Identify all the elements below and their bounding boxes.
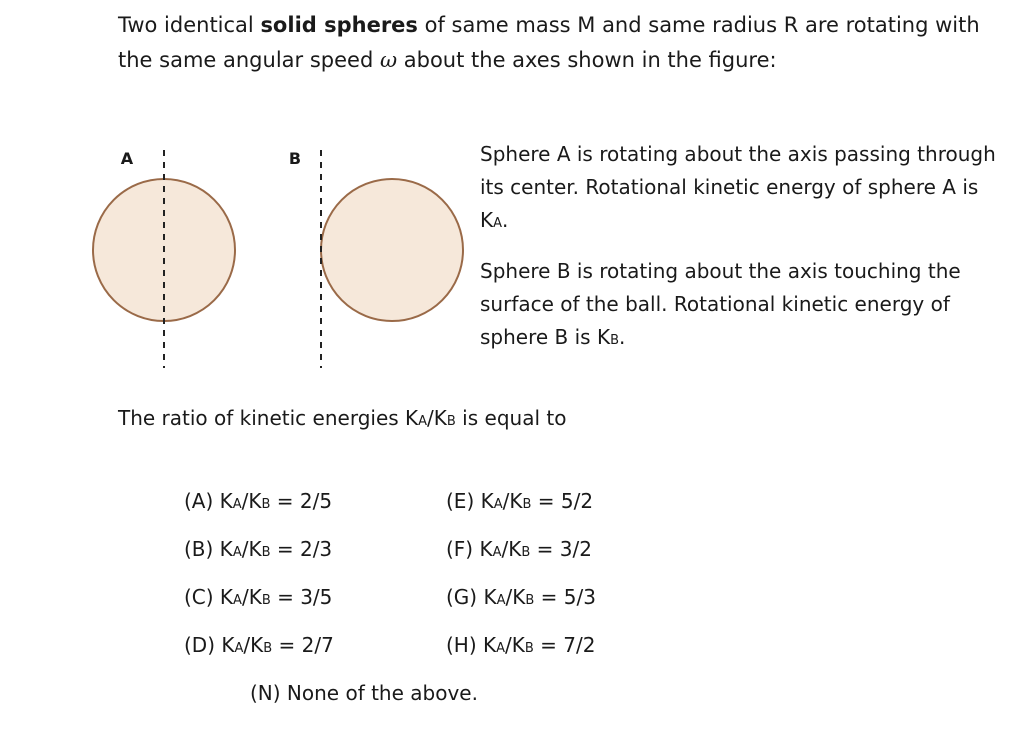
- option-f[interactable]: (F) KA/KB = 3/2: [446, 537, 592, 561]
- question-text: The ratio of kinetic energies KA/KB is equal to: [118, 406, 567, 430]
- sphere-b-label: B: [288, 149, 302, 168]
- problem-intro: [118, 8, 998, 78]
- sphere-a-description: Sphere A is rotating about the axis passing through its center. Rotational kinetic energy of sphere A is KA.: [480, 142, 996, 232]
- sphere-descriptions: [480, 138, 1000, 372]
- intro-bold-text: solid spheres: [260, 13, 418, 37]
- intro-text-2: of same mass M and same radius R are rotating with the same angular speed: [118, 13, 980, 72]
- sphere-a-label: A: [120, 149, 134, 168]
- spheres-figure: [80, 140, 480, 380]
- omega-symbol: ω: [379, 48, 398, 72]
- option-h[interactable]: (H) KA/KB = 7/2: [446, 633, 596, 657]
- option-c[interactable]: (C) KA/KB = 3/5: [184, 585, 333, 609]
- option-none[interactable]: (N) None of the above.: [250, 681, 478, 705]
- sphere-b-description: Sphere B is rotating about the axis touching the surface of the ball. Rotational kinetic energy of sphere B is KB.: [480, 259, 961, 349]
- intro-text-1: Two identical: [118, 13, 261, 37]
- option-e[interactable]: (E) KA/KB = 5/2: [446, 489, 594, 513]
- option-b[interactable]: (B) KA/KB = 2/3: [184, 537, 333, 561]
- intro-text-3: about the axes shown in the figure:: [397, 48, 777, 72]
- option-g[interactable]: (G) KA/KB = 5/3: [446, 585, 596, 609]
- option-d[interactable]: (D) KA/KB = 2/7: [184, 633, 334, 657]
- option-a[interactable]: (A) KA/KB = 2/5: [184, 489, 333, 513]
- sphere-b: [321, 179, 463, 321]
